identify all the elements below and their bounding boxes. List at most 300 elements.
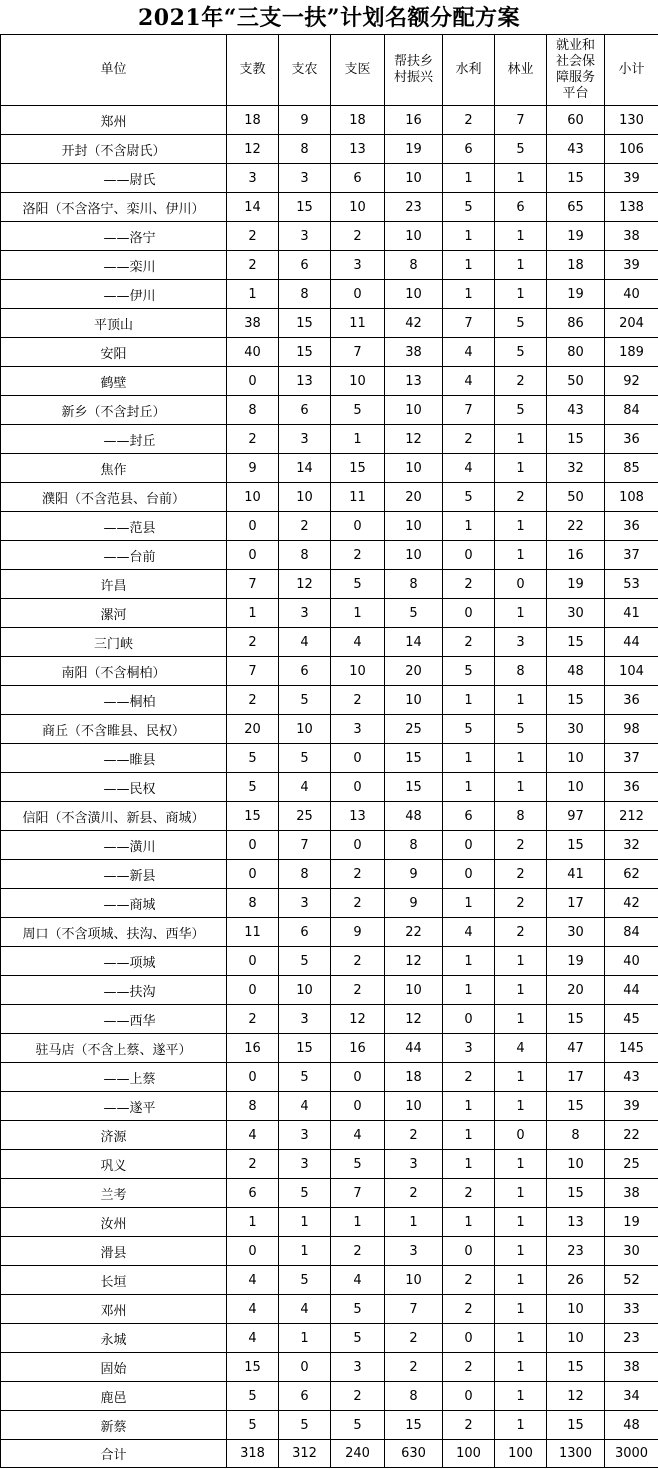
value-cell-employment-platform: 19: [547, 947, 605, 976]
value-cell-medical: 7: [331, 1179, 385, 1208]
table-row: [1, 918, 658, 947]
unit-cell: 鹤壁: [1, 367, 227, 396]
value-cell-subtotal: 32: [605, 831, 658, 860]
value-cell-rural-revitalization: 19: [385, 135, 443, 164]
table-row: [1, 1411, 658, 1440]
value-cell-forestry: 5: [495, 715, 547, 744]
value-cell-forestry: 0: [495, 570, 547, 599]
value-cell-water: 1: [443, 889, 495, 918]
value-cell-subtotal: 38: [605, 1353, 658, 1382]
value-cell-water: 1: [443, 1092, 495, 1121]
value-cell-subtotal: 36: [605, 686, 658, 715]
value-cell-water: 0: [443, 1382, 495, 1411]
value-cell-rural-revitalization: 12: [385, 425, 443, 454]
value-cell-subtotal: 37: [605, 744, 658, 773]
value-cell-medical: 0: [331, 280, 385, 309]
table-row: [1, 512, 658, 541]
table-row: [1, 628, 658, 657]
value-cell-forestry: 1: [495, 454, 547, 483]
value-cell-water: 1: [443, 222, 495, 251]
unit-cell: 新蔡: [1, 1411, 227, 1440]
table-row: [1, 541, 658, 570]
table-row: [1, 222, 658, 251]
value-cell-water: 1: [443, 1150, 495, 1179]
value-cell-water: 1: [443, 976, 495, 1005]
value-cell-forestry: 1: [495, 1208, 547, 1237]
value-cell-forestry: 1: [495, 773, 547, 802]
value-cell-forestry: 1: [495, 1266, 547, 1295]
value-cell-water: 1: [443, 773, 495, 802]
value-cell-medical: 0: [331, 773, 385, 802]
value-cell-rural-revitalization: 23: [385, 193, 443, 222]
value-cell-forestry: 1: [495, 280, 547, 309]
value-cell-teaching: 2: [227, 251, 279, 280]
unit-cell: 永城: [1, 1324, 227, 1353]
unit-cell: 新乡（不含封丘）: [1, 396, 227, 425]
value-cell-employment-platform: 18: [547, 251, 605, 280]
value-cell-employment-platform: 43: [547, 135, 605, 164]
unit-cell: 开封（不含尉氏）: [1, 135, 227, 164]
value-cell-subtotal: 106: [605, 135, 658, 164]
value-cell-subtotal: 189: [605, 338, 658, 367]
value-cell-water: 2: [443, 1295, 495, 1324]
value-cell-water: 0: [443, 860, 495, 889]
value-cell-teaching: 8: [227, 1092, 279, 1121]
value-cell-employment-platform: 15: [547, 425, 605, 454]
value-cell-subtotal: 92: [605, 367, 658, 396]
value-cell-subtotal: 39: [605, 164, 658, 193]
table-row: [1, 1324, 658, 1353]
value-cell-water: 0: [443, 599, 495, 628]
value-cell-teaching: 38: [227, 309, 279, 338]
col-header-water: 水利: [443, 35, 495, 106]
value-cell-subtotal: 44: [605, 976, 658, 1005]
value-cell-agriculture: 7: [279, 831, 331, 860]
table-row: [1, 251, 658, 280]
value-cell-forestry: 1: [495, 425, 547, 454]
value-cell-subtotal: 53: [605, 570, 658, 599]
unit-cell: ——台前: [1, 541, 227, 570]
value-cell-teaching: 11: [227, 918, 279, 947]
unit-cell: ——民权: [1, 773, 227, 802]
value-cell-rural-revitalization: 1: [385, 1208, 443, 1237]
value-cell-medical: 0: [331, 1092, 385, 1121]
value-cell-medical: 2: [331, 860, 385, 889]
value-cell-forestry: 6: [495, 193, 547, 222]
value-cell-rural-revitalization: 15: [385, 773, 443, 802]
value-cell-medical: 2: [331, 222, 385, 251]
value-cell-agriculture: 4: [279, 1295, 331, 1324]
unit-cell: 滑县: [1, 1237, 227, 1266]
value-cell-teaching: 0: [227, 367, 279, 396]
unit-cell: 长垣: [1, 1266, 227, 1295]
value-cell-agriculture: 1: [279, 1237, 331, 1266]
unit-cell: ——睢县: [1, 744, 227, 773]
value-cell-employment-platform: 19: [547, 570, 605, 599]
value-cell-medical: 3: [331, 1353, 385, 1382]
value-cell-rural-revitalization: 20: [385, 483, 443, 512]
value-cell-water: 7: [443, 396, 495, 425]
value-cell-forestry: 1: [495, 541, 547, 570]
value-cell-employment-platform: 15: [547, 1005, 605, 1034]
value-cell-agriculture: 8: [279, 135, 331, 164]
value-cell-teaching: 7: [227, 657, 279, 686]
value-cell-subtotal: 19: [605, 1208, 658, 1237]
value-cell-teaching: 10: [227, 483, 279, 512]
value-cell-water: 2: [443, 628, 495, 657]
value-cell-teaching: 0: [227, 976, 279, 1005]
value-cell-employment-platform: 15: [547, 164, 605, 193]
unit-cell: 巩义: [1, 1150, 227, 1179]
value-cell-water: 4: [443, 367, 495, 396]
value-cell-medical: 2: [331, 1382, 385, 1411]
value-cell-medical: 13: [331, 802, 385, 831]
value-cell-forestry: 5: [495, 135, 547, 164]
value-cell-subtotal: 130: [605, 106, 658, 135]
table-row: [1, 744, 658, 773]
value-cell-rural-revitalization: 10: [385, 686, 443, 715]
value-cell-water: 3: [443, 1034, 495, 1063]
value-cell-medical: 5: [331, 1295, 385, 1324]
value-cell-subtotal: 84: [605, 918, 658, 947]
value-cell-water: 1: [443, 164, 495, 193]
value-cell-teaching: 40: [227, 338, 279, 367]
value-cell-subtotal: 212: [605, 802, 658, 831]
value-cell-subtotal: 44: [605, 628, 658, 657]
table-row: [1, 454, 658, 483]
value-cell-medical: 15: [331, 454, 385, 483]
unit-cell: ——潢川: [1, 831, 227, 860]
value-cell-teaching: 5: [227, 1382, 279, 1411]
value-cell-water: 5: [443, 657, 495, 686]
value-cell-teaching: 16: [227, 1034, 279, 1063]
table-row: [1, 599, 658, 628]
value-cell-medical: 3: [331, 715, 385, 744]
value-cell-agriculture: 25: [279, 802, 331, 831]
value-cell-forestry: 1: [495, 1005, 547, 1034]
value-cell-medical: 0: [331, 831, 385, 860]
value-cell-water: 4: [443, 918, 495, 947]
col-header-employment-platform: 就业和社会保障服务平台: [547, 35, 605, 106]
value-cell-rural-revitalization: 16: [385, 106, 443, 135]
value-cell-forestry: 1: [495, 251, 547, 280]
value-cell-teaching: 1: [227, 1208, 279, 1237]
value-cell-water: 1: [443, 1121, 495, 1150]
value-cell-forestry: 1: [495, 1063, 547, 1092]
value-cell-employment-platform: 15: [547, 1411, 605, 1440]
table-row: [1, 280, 658, 309]
value-cell-teaching: 2: [227, 686, 279, 715]
value-cell-forestry: 8: [495, 657, 547, 686]
value-cell-rural-revitalization: 25: [385, 715, 443, 744]
value-cell-teaching: 9: [227, 454, 279, 483]
value-cell-rural-revitalization: 2: [385, 1121, 443, 1150]
value-cell-rural-revitalization: 22: [385, 918, 443, 947]
value-cell-teaching: 3: [227, 164, 279, 193]
table-row: [1, 1034, 658, 1063]
value-cell-teaching: 0: [227, 1237, 279, 1266]
value-cell-teaching: 2: [227, 628, 279, 657]
value-cell-water: 2: [443, 106, 495, 135]
value-cell-subtotal: 42: [605, 889, 658, 918]
unit-cell: ——伊川: [1, 280, 227, 309]
unit-cell: 驻马店（不含上蔡、遂平）: [1, 1034, 227, 1063]
value-cell-employment-platform: 20: [547, 976, 605, 1005]
value-cell-teaching: 4: [227, 1121, 279, 1150]
value-cell-rural-revitalization: 20: [385, 657, 443, 686]
value-cell-agriculture: 5: [279, 1179, 331, 1208]
table-row: [1, 947, 658, 976]
value-cell-rural-revitalization: 10: [385, 976, 443, 1005]
value-cell-subtotal: 39: [605, 251, 658, 280]
value-cell-agriculture: 0: [279, 1353, 331, 1382]
table-row: [1, 425, 658, 454]
value-cell-subtotal: 84: [605, 396, 658, 425]
value-cell-forestry: 1: [495, 1382, 547, 1411]
value-cell-agriculture: 2: [279, 512, 331, 541]
value-cell-agriculture: 6: [279, 657, 331, 686]
value-cell-medical: 11: [331, 483, 385, 512]
value-cell-rural-revitalization: 10: [385, 512, 443, 541]
value-cell-agriculture: 4: [279, 773, 331, 802]
value-cell-medical: 16: [331, 1034, 385, 1063]
value-cell-water: 5: [443, 193, 495, 222]
value-cell-water: 0: [443, 1324, 495, 1353]
value-cell-medical: 13: [331, 135, 385, 164]
value-cell-water: 2: [443, 1266, 495, 1295]
value-cell-employment-platform: 15: [547, 831, 605, 860]
value-cell-medical: 5: [331, 1411, 385, 1440]
table-row: [1, 338, 658, 367]
value-cell-employment-platform: 22: [547, 512, 605, 541]
value-cell-agriculture: 6: [279, 251, 331, 280]
unit-cell: 周口（不含项城、扶沟、西华）: [1, 918, 227, 947]
value-cell-forestry: 5: [495, 338, 547, 367]
unit-cell: ——栾川: [1, 251, 227, 280]
value-cell-water: 6: [443, 135, 495, 164]
value-cell-rural-revitalization: 9: [385, 860, 443, 889]
total-cell-employment-platform: 1300: [547, 1440, 605, 1468]
value-cell-subtotal: 22: [605, 1121, 658, 1150]
value-cell-agriculture: 6: [279, 396, 331, 425]
value-cell-water: 1: [443, 947, 495, 976]
value-cell-subtotal: 40: [605, 280, 658, 309]
value-cell-water: 2: [443, 1353, 495, 1382]
table-row: [1, 860, 658, 889]
value-cell-employment-platform: 15: [547, 628, 605, 657]
value-cell-agriculture: 4: [279, 1092, 331, 1121]
value-cell-subtotal: 38: [605, 222, 658, 251]
value-cell-employment-platform: 10: [547, 1324, 605, 1353]
value-cell-agriculture: 3: [279, 425, 331, 454]
value-cell-forestry: 4: [495, 1034, 547, 1063]
value-cell-rural-revitalization: 14: [385, 628, 443, 657]
value-cell-water: 7: [443, 309, 495, 338]
value-cell-medical: 3: [331, 251, 385, 280]
value-cell-teaching: 5: [227, 773, 279, 802]
total-cell-water: 100: [443, 1440, 495, 1468]
table-row: [1, 889, 658, 918]
value-cell-medical: 1: [331, 599, 385, 628]
value-cell-forestry: 2: [495, 831, 547, 860]
unit-cell: 濮阳（不含范县、台前）: [1, 483, 227, 512]
value-cell-agriculture: 3: [279, 1005, 331, 1034]
value-cell-employment-platform: 23: [547, 1237, 605, 1266]
value-cell-teaching: 2: [227, 222, 279, 251]
value-cell-rural-revitalization: 10: [385, 1266, 443, 1295]
value-cell-water: 0: [443, 1005, 495, 1034]
value-cell-medical: 10: [331, 193, 385, 222]
unit-cell: ——洛宁: [1, 222, 227, 251]
value-cell-water: 0: [443, 1237, 495, 1266]
value-cell-teaching: 0: [227, 947, 279, 976]
total-cell-teaching: 318: [227, 1440, 279, 1468]
value-cell-agriculture: 5: [279, 686, 331, 715]
value-cell-subtotal: 30: [605, 1237, 658, 1266]
value-cell-agriculture: 10: [279, 483, 331, 512]
table-row: [1, 135, 658, 164]
value-cell-employment-platform: 30: [547, 918, 605, 947]
table-row: [1, 193, 658, 222]
value-cell-subtotal: 145: [605, 1034, 658, 1063]
unit-cell: ——商城: [1, 889, 227, 918]
value-cell-employment-platform: 17: [547, 1063, 605, 1092]
value-cell-teaching: 6: [227, 1179, 279, 1208]
table-row: [1, 657, 658, 686]
unit-cell: ——范县: [1, 512, 227, 541]
value-cell-agriculture: 13: [279, 367, 331, 396]
value-cell-medical: 10: [331, 367, 385, 396]
unit-cell: 商丘（不含睢县、民权）: [1, 715, 227, 744]
value-cell-rural-revitalization: 7: [385, 1295, 443, 1324]
value-cell-water: 1: [443, 251, 495, 280]
value-cell-rural-revitalization: 12: [385, 947, 443, 976]
value-cell-subtotal: 204: [605, 309, 658, 338]
value-cell-teaching: 4: [227, 1295, 279, 1324]
value-cell-medical: 10: [331, 657, 385, 686]
table-row: [1, 1266, 658, 1295]
value-cell-forestry: 1: [495, 976, 547, 1005]
value-cell-water: 1: [443, 744, 495, 773]
value-cell-rural-revitalization: 5: [385, 599, 443, 628]
value-cell-water: 5: [443, 715, 495, 744]
value-cell-forestry: 5: [495, 396, 547, 425]
unit-cell: 安阳: [1, 338, 227, 367]
unit-cell: 汝州: [1, 1208, 227, 1237]
value-cell-forestry: 1: [495, 947, 547, 976]
value-cell-rural-revitalization: 15: [385, 744, 443, 773]
value-cell-employment-platform: 47: [547, 1034, 605, 1063]
unit-cell: 南阳（不含桐柏）: [1, 657, 227, 686]
document-title: 2021年“三支一扶”计划名额分配方案: [137, 5, 521, 31]
unit-cell: ——桐柏: [1, 686, 227, 715]
value-cell-medical: 0: [331, 1063, 385, 1092]
total-cell-rural-revitalization: 630: [385, 1440, 443, 1468]
total-label: 合计: [1, 1440, 227, 1468]
value-cell-employment-platform: 10: [547, 1150, 605, 1179]
total-cell-subtotal: 3000: [605, 1440, 658, 1468]
value-cell-employment-platform: 8: [547, 1121, 605, 1150]
value-cell-agriculture: 15: [279, 338, 331, 367]
table-row: [1, 802, 658, 831]
value-cell-teaching: 0: [227, 1063, 279, 1092]
col-header-agriculture: 支农: [279, 35, 331, 106]
col-header-subtotal: 小计: [605, 35, 658, 106]
value-cell-rural-revitalization: 18: [385, 1063, 443, 1092]
table-row: [1, 570, 658, 599]
value-cell-water: 1: [443, 280, 495, 309]
value-cell-employment-platform: 10: [547, 1295, 605, 1324]
value-cell-forestry: 1: [495, 1179, 547, 1208]
value-cell-employment-platform: 13: [547, 1208, 605, 1237]
value-cell-agriculture: 10: [279, 976, 331, 1005]
value-cell-medical: 2: [331, 541, 385, 570]
value-cell-subtotal: 23: [605, 1324, 658, 1353]
unit-cell: 固始: [1, 1353, 227, 1382]
table-row: [1, 831, 658, 860]
value-cell-agriculture: 15: [279, 1034, 331, 1063]
col-header-rural-revitalization: 帮扶乡村振兴: [385, 35, 443, 106]
value-cell-forestry: 1: [495, 222, 547, 251]
value-cell-subtotal: 138: [605, 193, 658, 222]
value-cell-employment-platform: 15: [547, 1092, 605, 1121]
unit-cell: ——遂平: [1, 1092, 227, 1121]
value-cell-agriculture: 1: [279, 1208, 331, 1237]
value-cell-rural-revitalization: 44: [385, 1034, 443, 1063]
value-cell-employment-platform: 17: [547, 889, 605, 918]
value-cell-rural-revitalization: 10: [385, 454, 443, 483]
value-cell-subtotal: 36: [605, 773, 658, 802]
value-cell-subtotal: 33: [605, 1295, 658, 1324]
value-cell-teaching: 0: [227, 831, 279, 860]
value-cell-agriculture: 3: [279, 889, 331, 918]
value-cell-teaching: 12: [227, 135, 279, 164]
value-cell-water: 2: [443, 570, 495, 599]
value-cell-medical: 2: [331, 1237, 385, 1266]
value-cell-forestry: 1: [495, 1295, 547, 1324]
value-cell-teaching: 5: [227, 744, 279, 773]
value-cell-employment-platform: 15: [547, 1353, 605, 1382]
value-cell-teaching: 1: [227, 599, 279, 628]
unit-cell: ——西华: [1, 1005, 227, 1034]
value-cell-water: 5: [443, 483, 495, 512]
value-cell-medical: 5: [331, 396, 385, 425]
value-cell-forestry: 2: [495, 889, 547, 918]
value-cell-forestry: 2: [495, 367, 547, 396]
value-cell-forestry: 1: [495, 512, 547, 541]
value-cell-teaching: 15: [227, 802, 279, 831]
unit-cell: 焦作: [1, 454, 227, 483]
table-row: [1, 1179, 658, 1208]
unit-cell: 邓州: [1, 1295, 227, 1324]
value-cell-forestry: 8: [495, 802, 547, 831]
value-cell-rural-revitalization: 3: [385, 1150, 443, 1179]
value-cell-agriculture: 5: [279, 1411, 331, 1440]
value-cell-subtotal: 45: [605, 1005, 658, 1034]
value-cell-subtotal: 43: [605, 1063, 658, 1092]
value-cell-water: 4: [443, 338, 495, 367]
value-cell-teaching: 1: [227, 280, 279, 309]
value-cell-teaching: 18: [227, 106, 279, 135]
value-cell-employment-platform: 19: [547, 222, 605, 251]
unit-cell: 兰考: [1, 1179, 227, 1208]
table-row: [1, 1092, 658, 1121]
table-row: [1, 483, 658, 512]
value-cell-rural-revitalization: 8: [385, 570, 443, 599]
value-cell-medical: 2: [331, 889, 385, 918]
table-row: [1, 1353, 658, 1382]
value-cell-agriculture: 15: [279, 193, 331, 222]
